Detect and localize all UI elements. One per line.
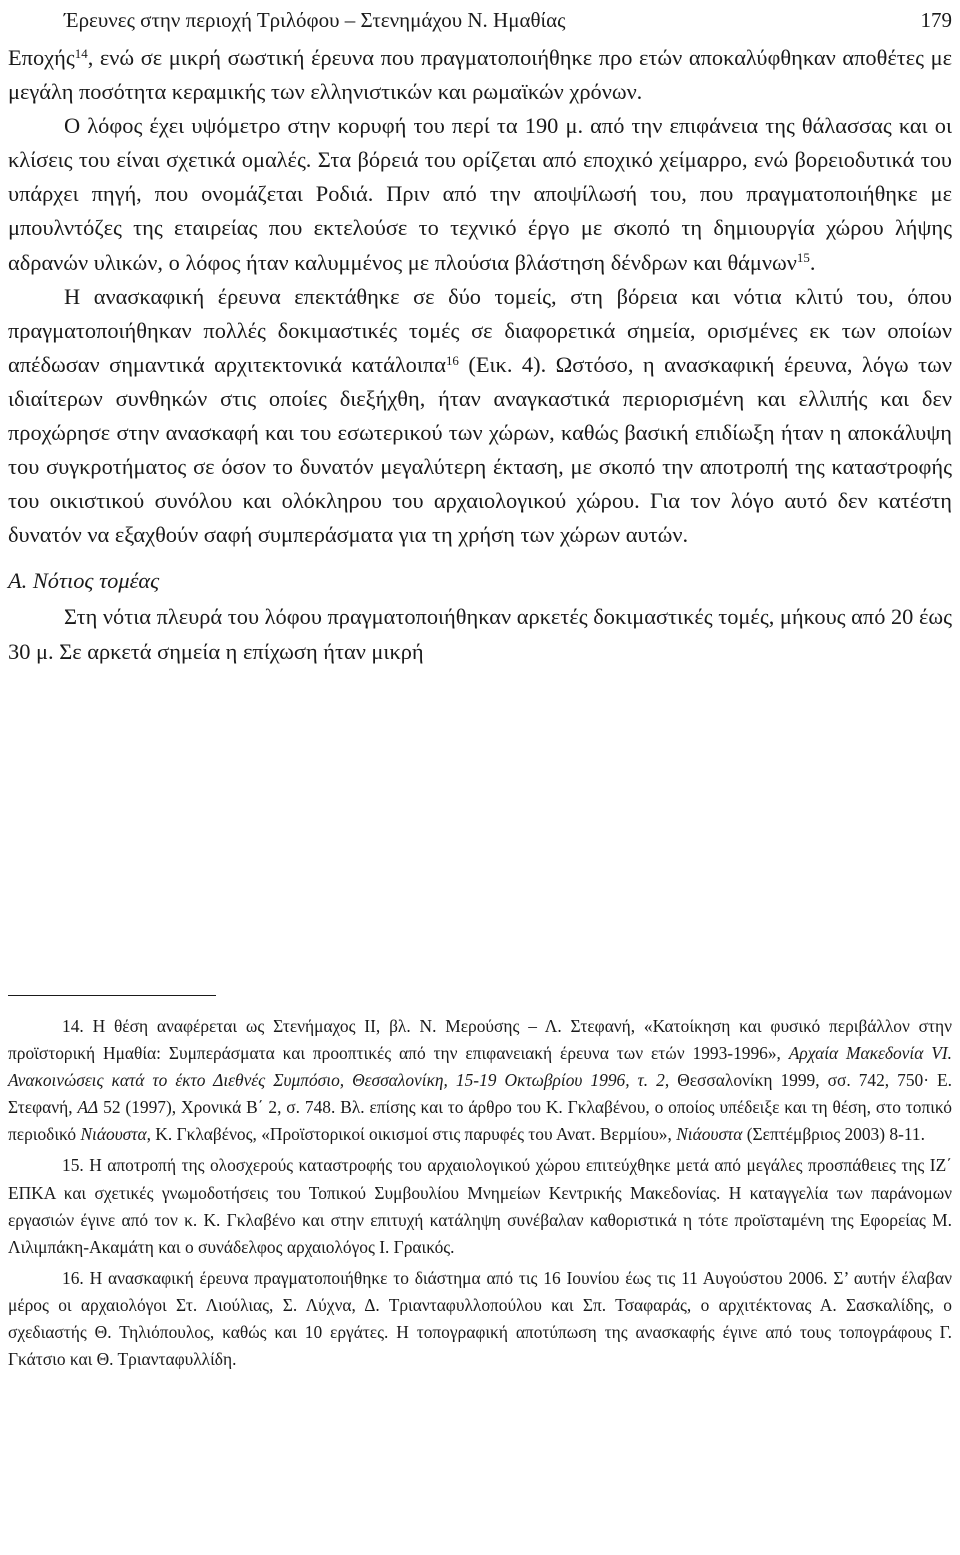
paragraph-2 bbox=[8, 109, 952, 279]
footnote-14-periodical-1: Νιάουστα bbox=[80, 1124, 147, 1145]
footnote-14 bbox=[8, 1013, 952, 1148]
footnote-14-text-e: (Σεπτέμβριος 2003) 8-11. bbox=[742, 1124, 925, 1145]
footnote-ref-15[interactable]: 15 bbox=[796, 250, 810, 266]
footnote-ref-16[interactable]: 16 bbox=[445, 352, 459, 368]
footnote-14-text-a: 14. Η θέση αναφέρεται ως Στενήμαχος ΙΙ, βλ. Ν. Μερούσης – Λ. Στεφανή, «Κατοίκηση και φυσικό περιβάλλον στην προϊστορική Ημαθία: Συμπεράσματα και προοπτικές από την επιφανειακή έρευνα των ετών 1993-1996», bbox=[8, 1016, 952, 1064]
footnotes bbox=[8, 1013, 952, 1373]
paragraph-3-text-a: Η ανασκαφική έρευνα επεκτάθηκε σε δύο τομείς, στη βόρεια και νότια κλιτύ του, όπου πραγματοποιήθηκαν πολλές δοκιμαστικές τομές σε διαφορετικά σημεία, ορισμένες εκ των οποίων απέδωσαν σημαντικά αρχιτεκτονικά κατάλοιπα bbox=[8, 283, 952, 377]
page-number: 179 bbox=[920, 8, 952, 32]
footnote-14-journal: ΑΔ bbox=[77, 1097, 99, 1118]
section-heading: Α. Νότιος τομέας bbox=[8, 568, 160, 594]
paragraph-1-text-b: , ενώ σε μικρή σωστική έρευνα που πραγματοποιήθηκε προ ετών αποκαλύφθηκαν αποθέτες με μεγάλη ποσότητα κεραμικής των ελληνιστικών και ρωμαϊκών χρόνων. bbox=[8, 45, 952, 105]
paragraph-1-text-a: Εποχής bbox=[8, 45, 75, 70]
page-header bbox=[64, 2, 952, 38]
paragraph-2-text-b: . bbox=[809, 249, 816, 275]
footnote-16: 16. Η ανασκαφική έρευνα πραγματοποιήθηκε το διάστημα από τις 16 Ιουνίου έως τις 11 Αυγούστου 2006. Σ’ αυτήν έλαβαν μέρος οι αρχαιολόγοι Στ. Λιούλιας, Σ. Λύχνα, Δ. Τριανταφυλλοπούλου και Σπ. Τσαφαράς, ο αρχιτέκτονας Α. Σασκαλίδης, ο σχεδιαστής Θ. Τηλιόπουλος, καθώς και 10 εργάτες. Η τοπογραφική αποτύπωση της ανασκαφής έγινε από τους τοπογράφους Γ. Γκάτσιο και Θ. Τριανταφυλλίδη. bbox=[8, 1267, 952, 1370]
paragraph-1 bbox=[8, 41, 952, 109]
footnote-14-title: Αρχαία Μακεδονία VI. Ανακοινώσεις κατά το έκτο Διεθνές Συμπόσιο, Θεσσαλονίκη, 15-19 Οκτωβρίου 1996, τ. 2 bbox=[8, 1043, 952, 1091]
footnote-ref-14[interactable]: 14 bbox=[74, 45, 88, 61]
footnote-14-text-c: 52 (1997), Χρονικά Β΄ 2, σ. 748. Βλ. επίσης και το άρθρο του Κ. Γκλαβένου, ο οποίος υπέδειξε και τη θέση, στο τοπικό περιοδικό bbox=[8, 1097, 952, 1145]
footnote-separator bbox=[8, 995, 216, 996]
paragraph-3 bbox=[8, 280, 952, 553]
footnote-15: 15. Η αποτροπή της ολοσχερούς καταστροφής του αρχαιολογικού χώρου επιτεύχθηκε μετά από μεγάλες προσπάθειες της ΙΖ΄ ΕΠΚΑ και σχετικές γνωμοδοτήσεις του Τοπικού Συμβουλίου Μνημείων Κεντρικής Μακεδονίας. Η καταγγελία των παράνομων εργασιών έγινε από τον κ. Κ. Γκλαβένο και στην επιτυχή κατάληψη συνέβαλαν καθοριστικά η τότε προϊσταμένη της Εφορείας Μ. Λιλιμπάκη-Ακαμάτη και ο συνάδελφος αρχαιολόγος Ι. Γραικός. bbox=[8, 1155, 952, 1257]
footnote-14-text-d: , Κ. Γκλαβένος, «Προϊστορικοί οικισμοί στις παρυφές του Ανατ. Βερμίου», bbox=[146, 1124, 677, 1145]
running-title: Έρευνες στην περιοχή Τριλόφου – Στενημάχου Ν. Ημαθίας bbox=[64, 8, 566, 32]
paragraph-2-text-a: Ο λόφος έχει υψόμετρο στην κορυφή του περί τα 190 μ. από την επιφάνεια της θάλασσας και οι κλίσεις του είναι σχετικά ομαλές. Στα βόρειά του ορίζεται από εποχικό χείμαρρο, ενώ βορειοδυτικά του υπάρχει πηγή, που ονομάζεται Ροδιά. Πριν από την αποψίλωσή του, που πραγματοποιήθηκε με μπουλντόζες της εταιρείας που εκτελούσε το τεχνικό έργο με σκοπό τη δημιουργία χώρου λήψης αδρανών υλικών, ο λόφος ήταν καλυμμένος με πλούσια βλάστηση δένδρων και θάμνων bbox=[8, 113, 952, 275]
paragraph-4: Στη νότια πλευρά του λόφου πραγματοποιήθηκαν αρκετές δοκιμαστικές τομές, μήκους από 20 έως 30 μ. Σε αρκετά σημεία η επίχωση ήταν μικρή bbox=[8, 604, 952, 664]
paragraph-3-text-b: (Εικ. 4). Ωστόσο, η ανασκαφική έρευνα, λόγω των ιδιαίτερων συνθηκών στις οποίες διεξήχθη, ήταν αναγκαστικά περιορισμένη και ελλιπής και δεν προχώρησε στην ανασκαφή και του εσωτερικού των χώρων, καθώς βασική επιδίωξη ήταν η αποκάλυψη του συγκροτήματος σε όσον το δυνατόν μεγαλύτερη έκταση, με σκοπό την αποτροπή της καταστροφής του οικιστικού συνόλου και ολόκληρου του αρχαιολογικού χώρου. Για τον λόγο αυτό δεν κατέστη δυνατόν να εξαχθούν σαφή συμπεράσματα για τη χρήση των χώρων αυτών. bbox=[8, 351, 952, 548]
main-text bbox=[8, 41, 952, 669]
footnote-14-text-b: , Θεσσαλονίκη 1999, σσ. 742, 750· Ε. Στεφανή, bbox=[8, 1070, 952, 1118]
footnote-14-periodical-2: Νιάουστα bbox=[676, 1124, 743, 1145]
